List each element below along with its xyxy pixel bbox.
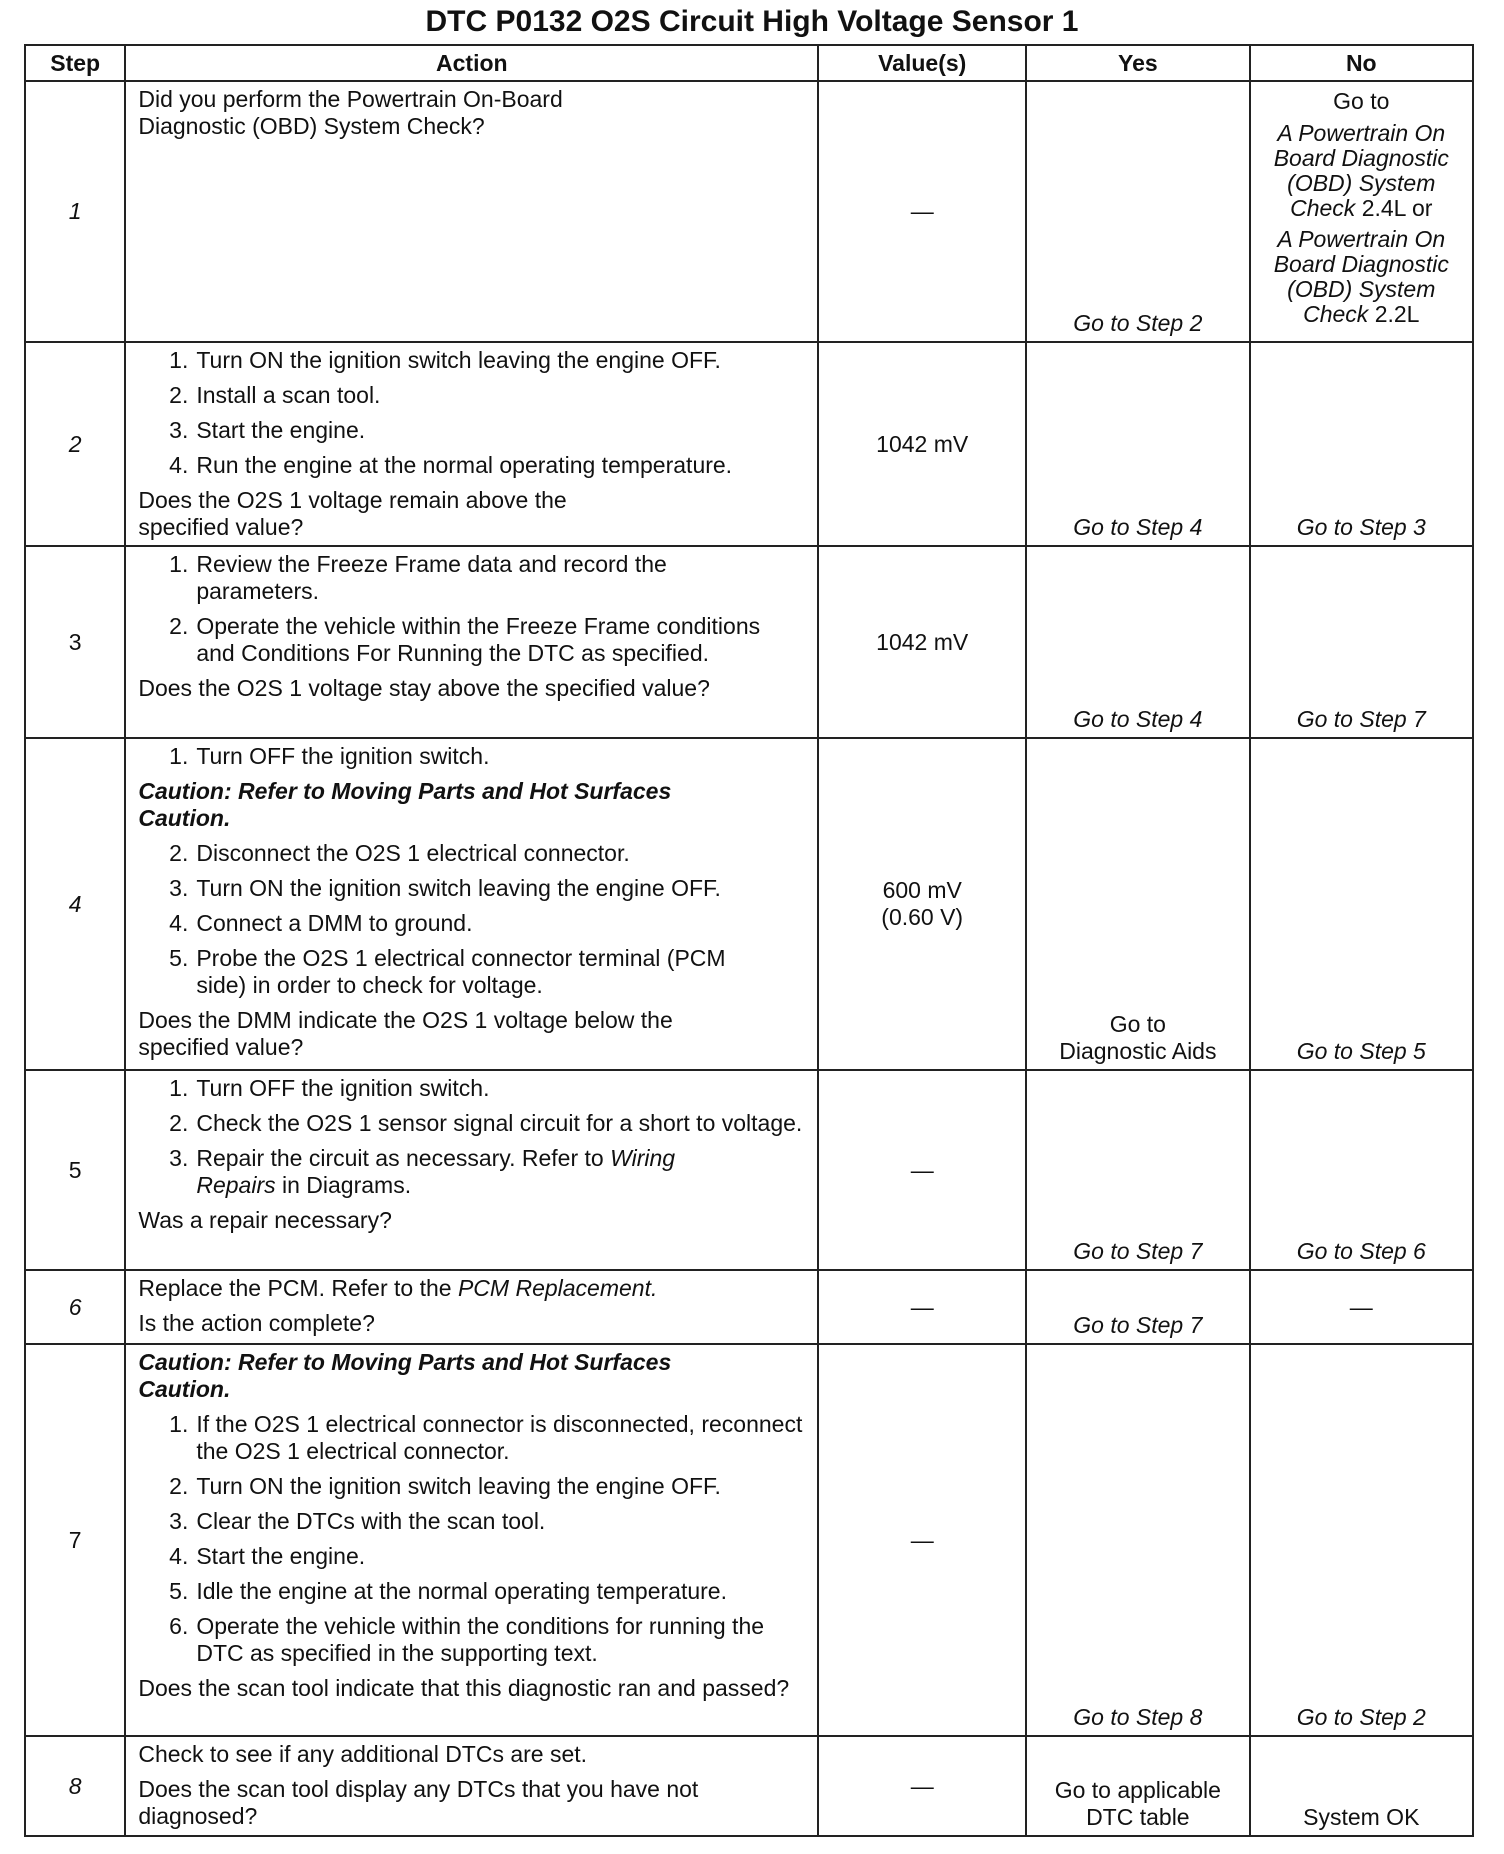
action-cell — [125, 1344, 818, 1736]
value-cell: 1042 mV — [818, 546, 1026, 738]
yes-cell — [1026, 1736, 1249, 1836]
table-row — [25, 342, 1473, 546]
step-number: 6 — [25, 1270, 125, 1344]
action-question: Was a repair necessary? — [138, 1207, 392, 1233]
list-item: 3. Turn ON the ignition switch leaving the engine OFF. — [169, 875, 721, 901]
action-text: Did you perform the Powertrain On-Board Diagnostic (OBD) System Check? — [138, 86, 563, 139]
list-item: 3. Start the engine. — [169, 417, 366, 443]
action-question: Does the O2S 1 voltage stay above the specified value? — [138, 675, 710, 701]
list-item: 5. Probe the O2S 1 electrical connector terminal (PCM side) in order to check for voltage. — [169, 945, 726, 998]
list-item: 2. Check the O2S 1 sensor signal circuit for a short to voltage. — [169, 1110, 803, 1136]
value-cell: — — [818, 1344, 1026, 1736]
table-row — [25, 1736, 1473, 1836]
no-reference-link[interactable]: A Powertrain On Board Diagnostic (OBD) System Check — [1273, 120, 1449, 221]
table-row — [25, 1344, 1473, 1736]
yes-cell: Go to Step 2 — [1026, 81, 1249, 342]
yes-cell: Go to Step 8 — [1026, 1344, 1249, 1736]
list-item: 3. Clear the DTCs with the scan tool. — [169, 1508, 546, 1534]
action-cell — [125, 738, 818, 1070]
list-item: 4. Connect a DMM to ground. — [169, 910, 473, 936]
action-question: Does the O2S 1 voltage remain above the specified value? — [138, 487, 567, 540]
table-row — [25, 81, 1473, 342]
action-cell: Replace the PCM. Refer to the PCM Replacement. Is the action complete? — [125, 1270, 818, 1344]
yes-prefix: Go to — [1109, 1011, 1166, 1037]
yes-cell: Go to Step 7 — [1026, 1270, 1249, 1344]
list-item: 1. Turn ON the ignition switch leaving the engine OFF. — [169, 347, 721, 373]
step-number: 7 — [25, 1344, 125, 1736]
list-item: 6. Operate the vehicle within the conditions for running the DTC as specified in the supporting text. — [169, 1613, 765, 1666]
action-question: Is the action complete? — [138, 1310, 375, 1336]
list-item: 1. Turn OFF the ignition switch. — [169, 1075, 490, 1101]
yes-cell: Go to Step 4 — [1026, 546, 1249, 738]
value-mv: 600 mV — [882, 877, 962, 903]
step-number: 1 — [25, 81, 125, 342]
diagnostic-table — [24, 44, 1474, 1837]
table-row — [25, 1070, 1473, 1270]
action-question: Does the scan tool indicate that this diagnostic ran and passed? — [138, 1675, 790, 1701]
dtc-table-link[interactable]: DTC table — [1086, 1804, 1190, 1830]
header-step: Step — [25, 45, 125, 81]
no-prefix: Go to — [1333, 88, 1390, 114]
yes-cell: Go to Step 4 — [1026, 342, 1249, 546]
table-row — [25, 1270, 1473, 1344]
no-cell: Go to Step 6 — [1250, 1070, 1473, 1270]
table-row — [25, 546, 1473, 738]
step-number: 4 — [25, 738, 125, 1070]
value-cell: 1042 mV — [818, 342, 1026, 546]
list-item: 5. Idle the engine at the normal operating temperature. — [169, 1578, 727, 1604]
list-item: 2. Disconnect the O2S 1 electrical connector. — [169, 840, 630, 866]
caution-note: Caution: Refer to Moving Parts and Hot Surfaces Caution. — [138, 778, 672, 831]
list-item: 3. Repair the circuit as necessary. Refer to Wiring Repairs in Diagrams. — [169, 1145, 676, 1198]
no-reference-suffix: 2.4L or — [1361, 195, 1433, 221]
header-no: No — [1250, 45, 1473, 81]
action-cell — [125, 1736, 818, 1836]
table-header-row — [25, 45, 1473, 81]
no-cell: — — [1250, 1270, 1473, 1344]
action-cell — [125, 342, 818, 546]
no-cell: Go to Step 5 — [1250, 738, 1473, 1070]
yes-cell — [1026, 738, 1249, 1070]
no-cell: Go to Step 7 — [1250, 546, 1473, 738]
value-cell: — — [818, 81, 1026, 342]
no-reference-suffix: 2.2L — [1374, 301, 1420, 327]
no-cell: Go to Step 2 — [1250, 1344, 1473, 1736]
header-action: Action — [125, 45, 818, 81]
action-text: Check to see if any additional DTCs are set. — [138, 1741, 588, 1767]
yes-line: Go to applicable — [1054, 1777, 1221, 1803]
header-values: Value(s) — [818, 45, 1026, 81]
step-number: 5 — [25, 1070, 125, 1270]
no-cell: Go to Step 3 — [1250, 342, 1473, 546]
list-item: 4. Run the engine at the normal operating temperature. — [169, 452, 733, 478]
list-item: 2. Operate the vehicle within the Freeze Frame conditions and Conditions For Running the DTC as specified. — [169, 613, 761, 666]
value-cell: — — [818, 1070, 1026, 1270]
pcm-replacement-link[interactable]: PCM Replacement. — [457, 1275, 658, 1301]
list-item: 1. Review the Freeze Frame data and record the parameters. — [169, 551, 667, 604]
step-number: 3 — [25, 546, 125, 738]
value-cell: — — [818, 1270, 1026, 1344]
header-yes: Yes — [1026, 45, 1249, 81]
action-cell — [125, 1070, 818, 1270]
page-title: DTC P0132 O2S Circuit High Voltage Sensor 1 — [425, 5, 1079, 38]
action-cell — [125, 81, 818, 342]
no-cell: System OK — [1250, 1736, 1473, 1836]
list-item: 2. Turn ON the ignition switch leaving the engine OFF. — [169, 1473, 721, 1499]
list-item: 1. If the O2S 1 electrical connector is disconnected, reconnect the O2S 1 electrical connector. — [169, 1411, 803, 1464]
action-cell — [125, 546, 818, 738]
no-cell — [1250, 81, 1473, 342]
step-number: 2 — [25, 342, 125, 546]
yes-cell: Go to Step 7 — [1026, 1070, 1249, 1270]
list-item: 4. Start the engine. — [169, 1543, 366, 1569]
value-cell — [818, 738, 1026, 1070]
step-number: 8 — [25, 1736, 125, 1836]
no-reference-link[interactable]: A Powertrain On Board Diagnostic (OBD) System Check — [1273, 226, 1449, 327]
value-volts: (0.60 V) — [881, 904, 964, 930]
yes-reference-link[interactable]: Diagnostic Aids — [1059, 1038, 1217, 1064]
caution-note: Caution: Refer to Moving Parts and Hot Surfaces Caution. — [138, 1349, 672, 1402]
list-item: 2. Install a scan tool. — [169, 382, 381, 408]
action-question: Does the scan tool display any DTCs that you have not diagnosed? — [138, 1776, 699, 1829]
list-item: 1. Turn OFF the ignition switch. — [169, 743, 490, 769]
table-row — [25, 738, 1473, 1070]
action-question: Does the DMM indicate the O2S 1 voltage below the specified value? — [138, 1007, 673, 1060]
wiring-repairs-link[interactable]: Wiring Repairs — [196, 1145, 676, 1198]
value-cell: — — [818, 1736, 1026, 1836]
